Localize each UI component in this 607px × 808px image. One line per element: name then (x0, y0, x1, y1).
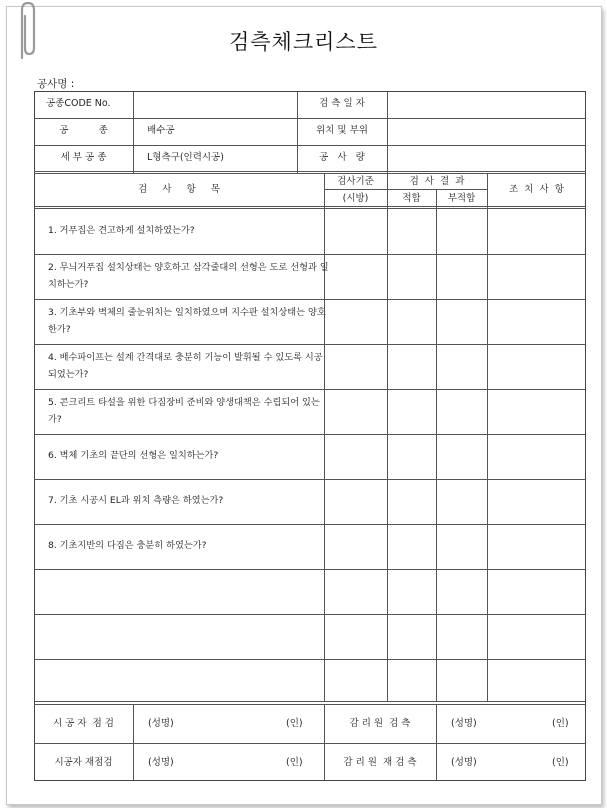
fail-header: 부적합 (447, 193, 476, 204)
contractor-seal: (인) (286, 718, 303, 729)
checklist-item: 8. 기초지반의 다짐은 충분히 하였는가? (48, 540, 207, 551)
checklist-item: 1. 거푸집은 견고하게 설치하였는가? (48, 225, 195, 236)
inspection-date-label: 검 측 일 자 (319, 98, 365, 109)
quantity-label: 공 사 량 (319, 152, 365, 163)
company-name-label: 공사명 : (37, 78, 75, 90)
contractor-recheck-seal: (인) (286, 757, 303, 768)
checklist-item: 4. 배수파이프는 설계 간격대로 충분히 기능이 발휘될 수 있도록 시공 되었는가? (48, 352, 323, 380)
supervisor-inspection-label: 감 리 원 검 측 (349, 718, 411, 729)
checklist-item: 5. 콘크리트 타설을 위한 다짐장비 준비와 양생대책은 수립되어 있는가? (48, 397, 320, 425)
contractor-name-label: (성명) (148, 718, 174, 729)
spec-header: (시방) (342, 193, 369, 204)
checklist-item: 2. 무늬거푸집 설치상태는 양호하고 삼각줄대의 선형은 도로 선형과 일치하는가? (48, 262, 329, 290)
checklist-item: 6. 벽체 기초의 끝단의 선형은 일치하는가? (48, 450, 219, 461)
items-header: 검 사 항 목 (137, 184, 220, 195)
supervisor-reinspection-seal: (인) (552, 757, 569, 768)
ok-header: 적합 (402, 193, 421, 204)
detail-work-value: L형측구(인력시공) (147, 152, 224, 163)
supervisor-reinspection-label: 감 리 원 재 검 측 (343, 757, 417, 768)
work-type-label: 공 종 (59, 125, 108, 136)
checklist-item: 3. 기초부와 벽체의 줄눈위치는 일치하였으며 지수판 설치상태는 양호한가? (48, 307, 326, 335)
contractor-check-label: 시 공 자 점 검 (53, 718, 114, 729)
supervisor-name-label: (성명) (451, 718, 477, 729)
work-type-value: 배수공 (147, 125, 175, 136)
detail-work-label: 세 부 공 종 (60, 152, 107, 163)
contractor-recheck-label: 시공자 재점검 (54, 757, 113, 768)
supervisor-seal: (인) (552, 718, 569, 729)
action-header: 조 치 사 항 (509, 184, 564, 195)
location-label: 위치 및 부위 (316, 125, 368, 136)
contractor-recheck-name-label: (성명) (148, 757, 174, 768)
code-label: 공종CODE No. (46, 98, 111, 109)
page-title: 검측체크리스트 (228, 30, 378, 54)
standard-header: 검사기준 (337, 176, 374, 187)
supervisor-reinspection-name-label: (성명) (451, 757, 477, 768)
checklist-item: 7. 기초 시공시 EL과 위치 측량은 하였는가? (48, 495, 224, 506)
result-header: 검 사 결 과 (409, 176, 465, 187)
